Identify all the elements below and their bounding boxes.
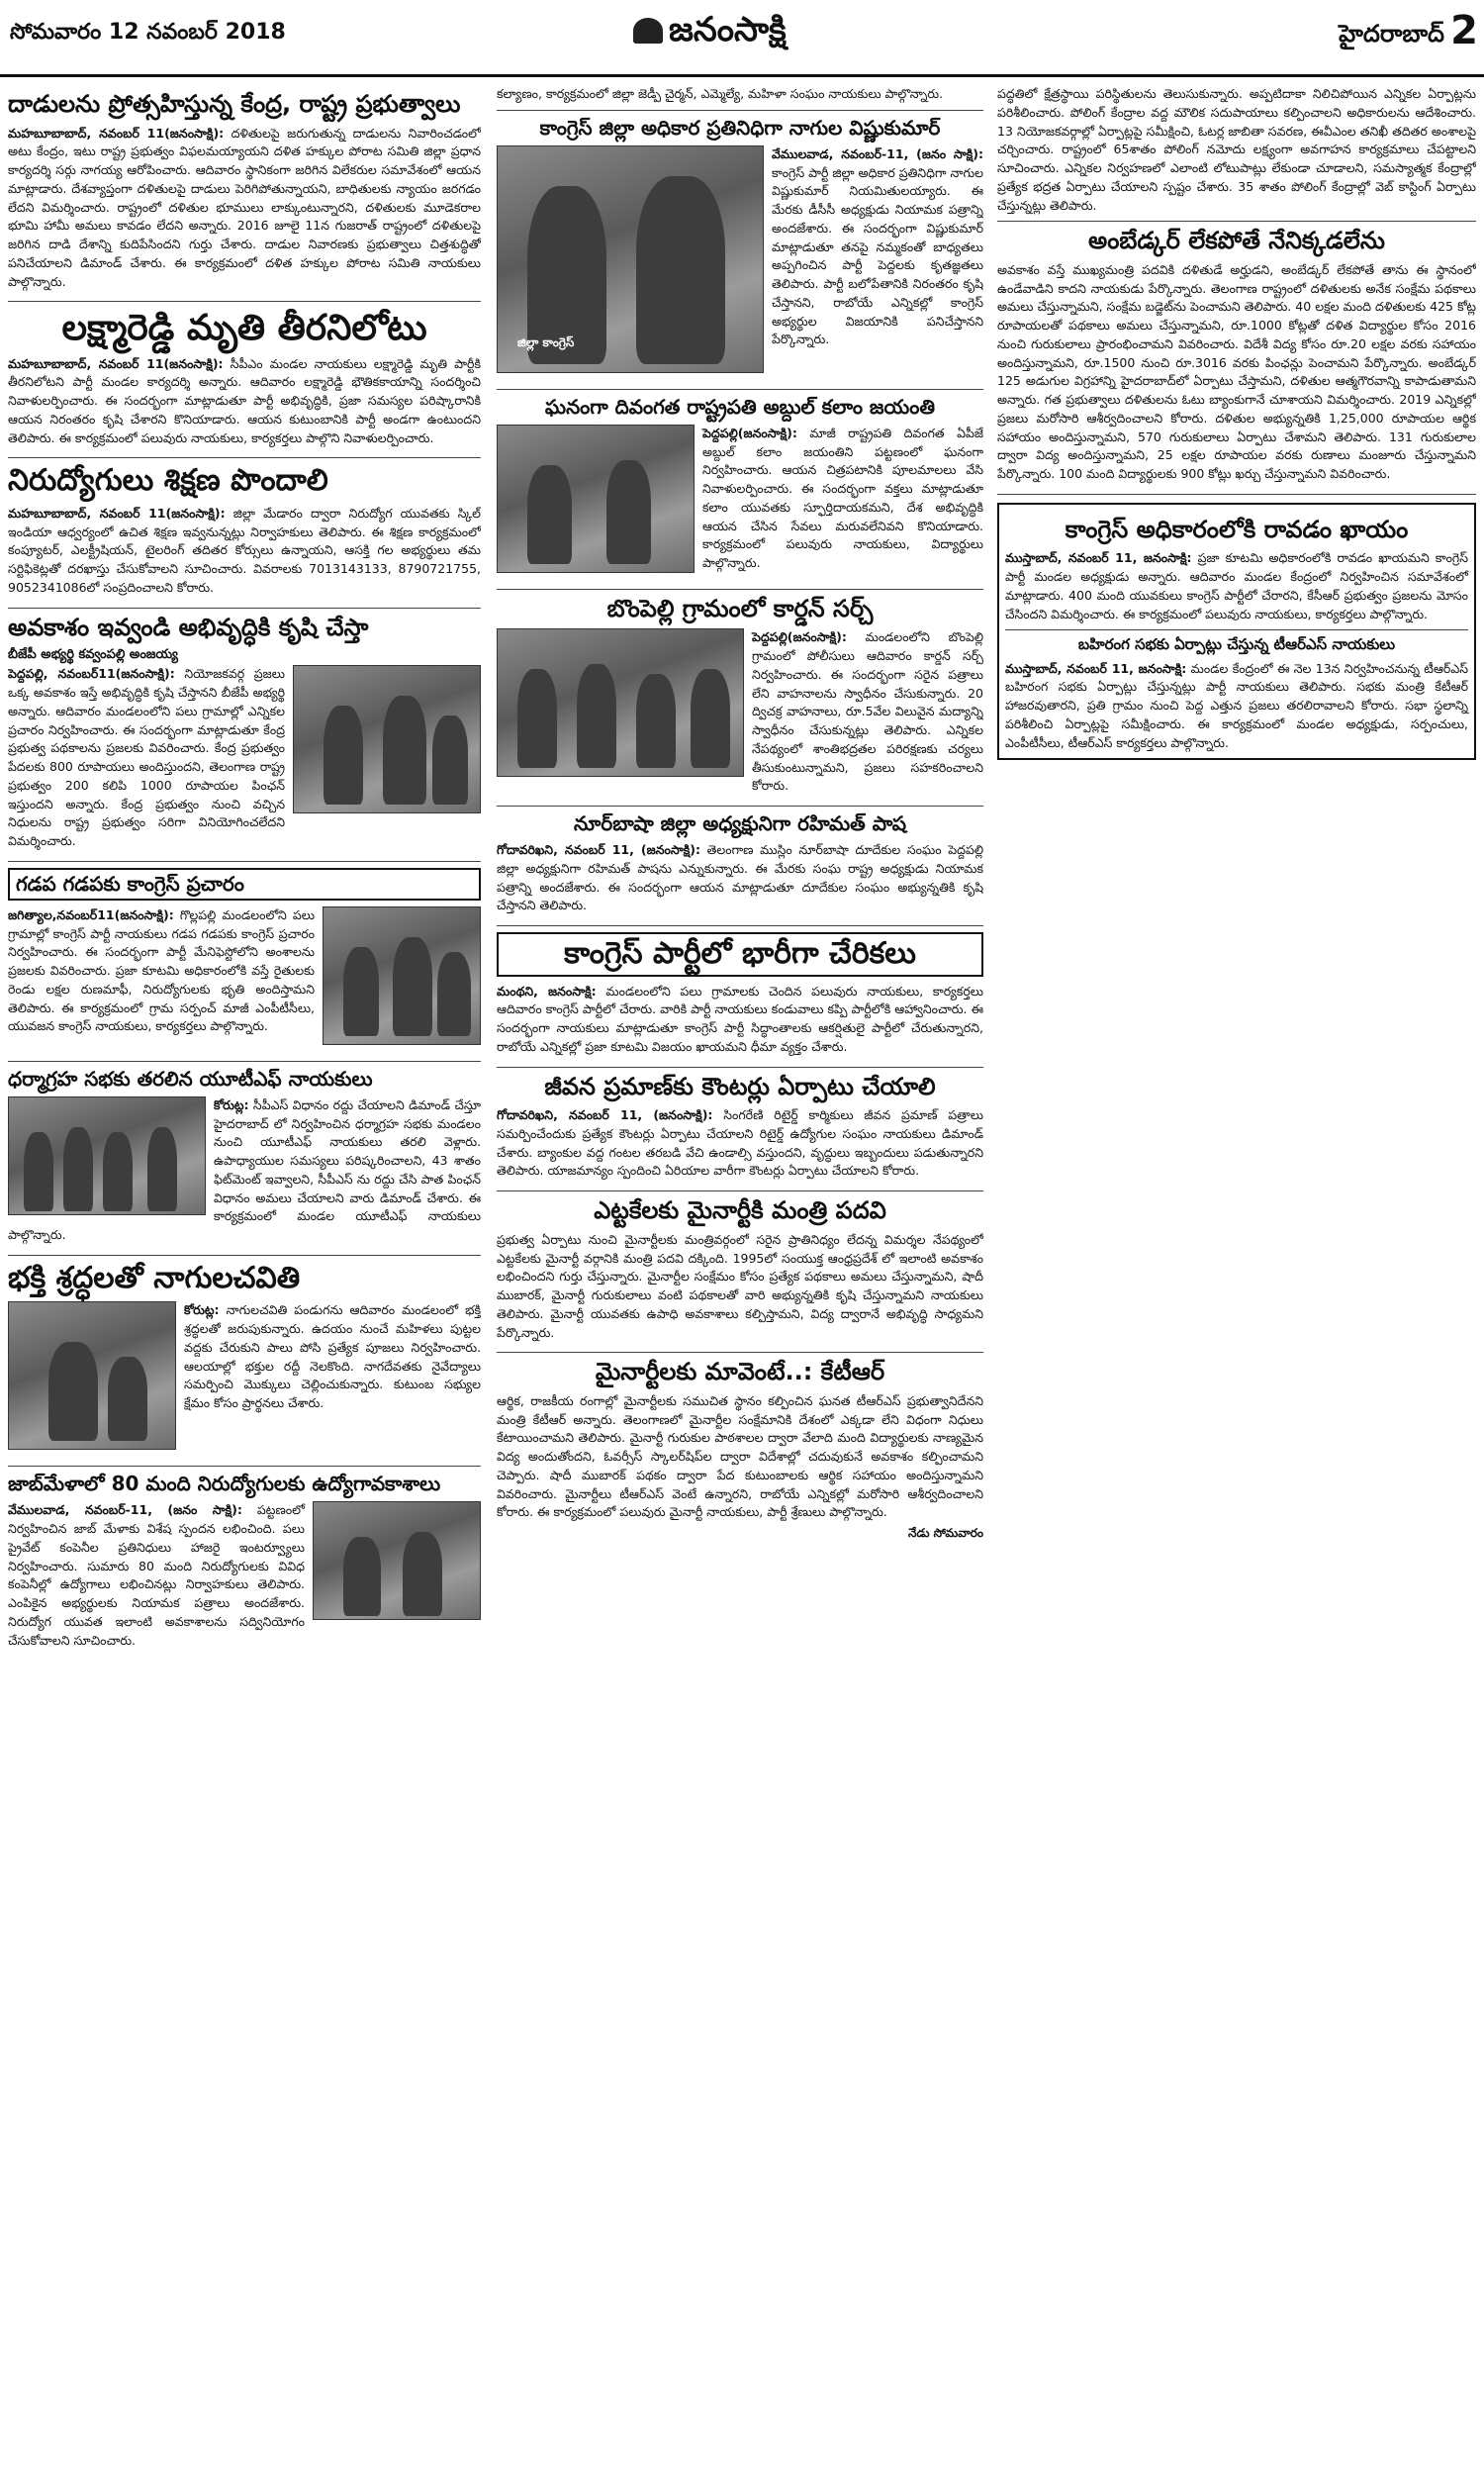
- page-number: 2: [1450, 8, 1478, 53]
- article-body: [8, 505, 481, 598]
- edition-city: హైదరాబాద్: [1339, 20, 1444, 48]
- headline: భక్తి శ్రద్ధలతో నాగులచవితి: [8, 1260, 301, 1295]
- article-text: గొల్లపల్లి మండలంలోని పలు గ్రామాల్లో కాంగ్రెస్ పార్టీ నాయకులు గడప గడపకు కాంగ్రెస్ ప్రచారం నిర్వహించారు. ఈ సందర్భంగా పార్టీ మేనిఫెస్టోలోని అంశాలను ప్రజలకు వివరించారు. ప్రజా కూటమి అధికారంలోకి వస్తే రైతులకు రెండు లక్షల రుణమాఫీ, నిరుద్యోగులకు భృతి అందిస్తామని తెలిపారు. ఈ కార్యక్రమంలో గ్రామ సర్పంచ్ మాజీ ఎంపీటీసీలు, యువజన కాంగ్రెస్ నాయకులు, కార్యకర్తలు పాల్గొన్నారు.: [8, 906, 315, 1034]
- masthead: [0, 0, 1484, 77]
- headline: అంబేడ్కర్ లేకపోతే నేనిక్కడలేను: [1088, 227, 1385, 255]
- story-minority-minister: [497, 1197, 983, 1342]
- headline: ఘనంగా దివంగత రాష్ట్రపతి అబ్దుల్ కలాం జయంతి: [544, 394, 936, 419]
- article-text: ఆర్థిక, రాజకీయ రంగాల్లో మైనార్టీలకు సముచిత స్థానం కల్పించిన ఘనత టీఆర్ఎస్ ప్రభుత్వానిదేనని మంత్రి కేటీఆర్ అన్నారు. తెలంగాణలో మైనార్టీల సంక్షేమానికి దేశంలో ఎక్కడా లేని విధంగా నిధులు కేటాయించామని తెలిపారు. మైనార్టీ గురుకుల పాఠశాలల ద్వారా వేలాది మంది విద్యార్థులకు నాణ్యమైన విద్య అందుతోందని, ఓవర్సీస్ స్కాలర్‌షిప్‌ల ద్వారా విదేశాల్లో చదువుకునే అవకాశం కల్పించామని చెప్పారు. షాదీ ముబారక్ పథకం ద్వారా పేద కుటుంబాలకు ఆర్థిక సహాయం అందిస్తున్నామని వివరించారు. మైనార్టీలు టీఆర్ఎస్ వెంటే ఉన్నారని, రాబోయే ఎన్నికల్లో మరోసారి ఆశీర్వదించాలని కోరారు. ఈ కార్యక్రమంలో పలువురు మైనార్టీ నాయకులు, పార్టీ శ్రేణులు పాల్గొన్నారు.: [497, 1392, 983, 1520]
- article-text: ప్రజా కూటమి అధికారంలోకి రావడం ఖాయమని కాంగ్రెస్ పార్టీ మండల అధ్యక్షుడు అన్నారు. ఆదివారం మండల కేంద్రంలో నిర్వహించిన సమావేశంలో మాట్లాడారు. 400 మంది యువకులు కాంగ్రెస్ పార్టీలో చేరారని, కేసీఆర్ ప్రభుత్వం ప్రజలను మోసం చేసిందని విమర్శించారు. ఈ కార్యక్రమంలో పలువురు నాయకులు, కార్యకర్తలు పాల్గొన్నారు.: [1005, 550, 1468, 621]
- dateline: గోదావరిఖని, నవంబర్ 11, (జనంసాక్షి):: [497, 1107, 713, 1123]
- story-congress-joinings: [497, 932, 983, 1057]
- article-text: ప్రభుత్వ ఏర్పాటు నుంచి మైనార్టీలకు మంత్రివర్గంలో సరైన ప్రాతినిధ్యం లేదన్న విమర్శల నేపథ్యంలో ఎట్టకేలకు మైనార్టీ వర్గానికి మంత్రి పదవి దక్కింది. 1995లో సంయుక్త ఆంధ్రప్రదేశ్ లో ఇలాంటి అవకాశం లభించిందని గుర్తు చేస్తున్నారు. మైనార్టీల సంక్షేమం కోసం ప్రత్యేక పథకాలు అమలు చేస్తున్నామని, షాదీ ముబారక్, మైనార్టీ గురుకులాలు వంటి పథకాలతో వారి అభ్యున్నతికి కృషి చేస్తున్నామని నాయకులు తెలిపారు. మైనార్టీ యువతకు ఉపాధి అవకాశాలు కల్పిస్తామని, విద్య ద్వారానే అభివృద్ధి సాధ్యమని పేర్కొన్నారు.: [497, 1231, 983, 1340]
- dateline: ముస్తాబాద్, నవంబర్ 11, జనంసాక్షి:: [1005, 550, 1192, 566]
- article-text: అవకాశం వస్తే ముఖ్యమంత్రి పదవికి దళితుడే అర్హుడని, అంబేడ్కర్ లేకపోతే తాను ఈ స్థానంలో ఉండేవాడిని కాదని నాయకుడు పేర్కొన్నారు. తెలంగాణ రాష్ట్రంలో దళితులకు అనేక సంక్షేమ పథకాలు అమలు చేస్తున్నామని, సంక్షేమ బడ్జెట్‌ను పెంచామని తెలిపారు. 40 లక్షల మంది దళితులకు 425 కోట్ల రూపాయలతో పథకాలు అమలు చేస్తున్నామని, రూ.1000 కోట్లతో దళిత విద్యార్థుల కోసం 2016 నుంచి గురుకులాలు ప్రారంభించామని వివరించారు. విదేశీ విద్య కోసం రూ.20 లక్షల వరకు సహాయం అందిస్తున్నామని, రూ.1500 నుంచి రూ.3016 వరకు పింఛన్లు పెంచామని పేర్కొన్నారు. అంబేడ్కర్ 125 అడుగుల విగ్రహాన్ని హైదరాబాద్‌లో ఏర్పాటు చేస్తామని, దళితుల ఆత్మగౌరవాన్ని కాపాడుతామని అన్నారు. గత ప్రభుత్వాలు దళితులను ఓటు బ్యాంకుగానే చూశాయని విమర్శించారు. 2019 ఎన్నికల్లో ప్రజలు మరోసారి ఆశీర్వదించాలని కోరారు. దళితుల అభ్యున్నతికి 1,25,000 రూపాయల ఆర్థిక సహాయం అందిస్తున్నామని, 570 గురుకులాలు ఏర్పాటు చేశామని తెలిపారు. 131 గురుకులాల ద్వారా విద్య అందిస్తున్నామని, 25 లక్షల రూపాయల వరకు రుణాలు మంజూరు చేస్తున్నామని పేర్కొన్నారు. 100 మంది విద్యార్థులకు 900 కోట్లు ఖర్చు చేస్తున్నామని వివరించారు.: [997, 261, 1476, 482]
- article-text: జిల్లా మేడారం ద్వారా నిరుద్యోగ యువతకు స్కిల్ ఇండియా ఆధ్వర్యంలో ఉచిత శిక్షణ ఇవ్వనున్నట్లు నిర్వాహకులు తెలిపారు. ఈ శిక్షణ కార్యక్రమంలో కంప్యూటర్, ఎలక్ట్రీషియన్, టైలరింగ్ తదితర కోర్సులు ఉన్నాయని, ఆసక్తి గల అభ్యర్థులు తమ సర్టిఫికెట్లతో దరఖాస్తు చేసుకోవాలని సూచించారు. వివరాలకు 7013143133, 8790721755, 9052341086లో సంప్రదించాలని కోరారు.: [8, 505, 481, 595]
- story-nagula-chavithi: [8, 1262, 481, 1457]
- news-photo: [293, 665, 481, 813]
- newspaper-name: జనంసాక్షి: [669, 10, 787, 49]
- story-training: [8, 464, 481, 597]
- news-photo: [8, 1096, 206, 1215]
- column-right: [997, 85, 1476, 2470]
- story-noorbasha: [497, 812, 983, 915]
- headline: గడప గడపకు కాంగ్రెస్ ప్రచారం: [8, 868, 481, 901]
- article-text: నాగులచవితి పండుగను ఆదివారం మండలంలో భక్తి శ్రద్ధలతో జరుపుకున్నారు. ఉదయం నుంచే మహిళలు పుట్టల వద్దకు చేరుకుని పాలు పోసి ప్రత్యేక పూజలు నిర్వహించారు. ఆలయాల్లో భక్తుల రద్దీ నెలకొంది. నాగదేవతకు నైవేద్యాలు సమర్పించి మొక్కులు చెల్లించుకున్నారు. కుటుంబ సభ్యుల క్షేమం కోసం ప్రార్థనలు చేశారు.: [184, 1302, 481, 1411]
- story-jeevan-pramaan: [497, 1074, 983, 1182]
- kicker: బీజేపీ అభ్యర్థి కవ్వంపల్లి అంజయ్య: [8, 647, 178, 663]
- article-text: మాజీ రాష్ట్రపతి దివంగత ఏపీజే అబ్దుల్ కలాం జయంతిని పట్టణంలో ఘనంగా నిర్వహించారు. ఆయన చిత్రపటానికి పూలమాలలు వేసి నివాళులర్పించారు. ఈ సందర్భంగా వక్తలు మాట్లాడుతూ కలాం యువతకు స్ఫూర్తిదాయకమని, దేశ అభివృద్ధికి ఆయన చేసిన సేవలు మరువలేనివని కొనియాడారు. కార్యక్రమంలో పలువురు నాయకులు, విద్యార్థులు పాల్గొన్నారు.: [702, 425, 983, 570]
- story-utf: [8, 1068, 481, 1245]
- news-photo: [313, 1501, 481, 1620]
- photo-caption: జిల్లా కాంగ్రెస్: [517, 334, 575, 349]
- article-text: మండలంలోని బొంపెల్లి గ్రామంలో పోలీసులు ఆదివారం కార్డన్ సర్చ్ నిర్వహించారు. ఈ సందర్భంగా సరైన పత్రాలు లేని వాహనాలను స్వాధీనం చేసుకున్నారు. 20 ద్విచక్ర వాహనాలు, రూ.5వేల విలువైన మద్యాన్ని స్వాధీనం చేసుకున్నట్లు తెలిపారు. ఎన్నికల నేపథ్యంలో శాంతిభద్రతల పరిరక్షణకు చర్యలు తీసుకుంటున్నామని, ప్రజలు సహకరించాలని కోరారు.: [752, 629, 983, 794]
- article-text: సీపీఎం మండల నాయకులు లక్ష్మారెడ్డి మృతి పార్టీకి తీరనిలోటని పార్టీ మండల కార్యదర్శి అన్నారు. ఆదివారం లక్ష్మారెడ్డి భౌతికకాయాన్ని సందర్శించి నివాళులర్పించారు. ఈ సందర్భంగా మాట్లాడుతూ పార్టీ అభివృద్ధికి, ప్రజా సమస్యల పరిష్కారానికి ఆయన నిరంతరం కృషి చేశారని కొనియాడారు. ఆయన కుటుంబానికి పార్టీ అండగా ఉంటుందని తెలిపారు. ఈ కార్యక్రమంలో పలువురు నాయకులు, కార్యకర్తలు పాల్గొని నివాళులర్పించారు.: [8, 355, 481, 445]
- continued-text: పద్ధతిలో క్షేత్రస్థాయి పరిస్థితులను తెలుసుకున్నారు. అప్పటిదాకా నిలిచిపోయిన ఎన్నికల ఏర్పాట్లను పరిశీలించారు. పోలింగ్ కేంద్రాల వద్ద మౌలిక సదుపాయాలు కల్పించాలని అధికారులను ఆదేశించారు. 13 నియోజకవర్గాల్లో ఏర్పాట్లపై సమీక్షించి, ఓటర్ల జాబితా సవరణ, ఈవీఎంల తనిఖీ తదితర అంశాలపై చర్చించారు. రాష్ట్రంలో 65శాతం పోలింగ్ నమోదు లక్ష్యంగా అవగాహన కార్యక్రమాలు చేపట్టాలని సూచించారు. ఎన్నికల నిర్వహణలో ఎలాంటి లోటుపాట్లు లేకుండా చూడాలని, సమస్యాత్మక కేంద్రాల్లో ప్రత్యేక భద్రత ఏర్పాటు చేయాలని స్పష్టం చేశారు. 35 శాతం పోలింగ్ కేంద్రాల్లో వెబ్ కాస్టింగ్ ఏర్పాటు చేస్తున్నట్లు తెలిపారు.: [997, 86, 1476, 213]
- issue-date: సోమవారం 12 నవంబర్ 2018: [10, 20, 286, 45]
- headline: కాంగ్రెస్ అధికారంలోకి రావడం ఖాయం: [1065, 515, 1409, 543]
- dateline: మహబూబాబాద్, నవంబర్ 11(జనంసాక్షి):: [8, 125, 225, 141]
- article-text: సీపీఎస్ విధానం రద్దు చేయాలని డిమాండ్ చేస్తూ హైదరాబాద్ లో నిర్వహించిన ధర్మాగ్రహ సభకు మండలం నుంచి యూటీఎఫ్ నాయకులు తరలి వెళ్లారు. ఉపాధ్యాయుల సమస్యలు పరిష్కరించాలని, 43 శాతం ఫిట్‌మెంట్ ఇవ్వాలని, సీపీఎస్ ను రద్దు చేసి పాత పింఛన్ విధానం అమలు చేయాలని వారు డిమాండ్ చేశారు. ఈ కార్యక్రమంలో మండల యూటీఎఫ్ నాయకులు పాల్గొన్నారు.: [8, 1096, 481, 1243]
- article-body: [1005, 660, 1468, 753]
- newspaper-logo: [633, 10, 787, 57]
- article-body: [497, 1106, 983, 1181]
- dateline: కోరుట్ల:: [184, 1302, 220, 1318]
- story-lakshmareddy: [8, 308, 481, 447]
- headline: ఎట్టకేలకు మైనార్టీకి మంత్రి పదవి: [594, 1196, 886, 1225]
- article-text: సింగరేణి రిటైర్డ్ కార్మికులు జీవన ప్రమాణ్ పత్రాలు సమర్పించేందుకు ప్రత్యేక కౌంటర్లు ఏర్పాటు చేయాలని రిటైర్డ్ ఉద్యోగుల సంఘం నాయకులు డిమాండ్ చేశారు. బ్యాంకుల వద్ద గంటల తరబడి వేచి ఉండాల్సి వస్తుందని, వృద్ధులు ఇబ్బందులు పడుతున్నారని తెలిపారు. యాజమాన్యం స్పందించి ఏరియాల వారీగా కౌంటర్లు ఏర్పాటు చేయాలని కోరారు.: [497, 1107, 983, 1179]
- news-photo: [323, 906, 481, 1045]
- dateline: మంథని, జనంసాక్షి:: [497, 983, 597, 999]
- headline: దాడులను ప్రోత్సహిస్తున్న కేంద్ర, రాష్ట్ర ప్రభుత్వాలు: [8, 90, 461, 118]
- headline: నూర్‌బాషా జిల్లా అధ్యక్షునిగా రహిమత్ పాష: [574, 811, 906, 836]
- headline: నిరుద్యోగులు శిక్షణ పొందాలి: [8, 463, 328, 499]
- story-cordon-search: [497, 596, 983, 796]
- headline: మైనార్టీలకు మావెంటే..: కేటీఆర్: [595, 1358, 885, 1386]
- story-door-to-door: [8, 868, 481, 1051]
- byline: నేడు సోమవారం: [908, 1526, 983, 1541]
- headline: బొంపెల్లి గ్రామంలో కార్డన్ సర్చ్: [606, 594, 874, 622]
- article-body: [497, 841, 983, 915]
- story-congress-power: [997, 503, 1476, 761]
- story-bjp-candidate: [8, 615, 481, 851]
- column-left: [8, 85, 481, 2470]
- story-kalam-jayanti: [497, 396, 983, 579]
- dateline: పెద్దపల్లి, నవంబర్11(జనంసాక్షి):: [8, 666, 175, 682]
- logo-emblem-icon: [633, 18, 663, 44]
- article-body: [8, 355, 481, 448]
- story-attacks: [8, 91, 481, 291]
- dateline: ముస్తాబాద్, నవంబర్ 11, జనంసాక్షి:: [1005, 660, 1187, 676]
- news-photo: [497, 145, 764, 373]
- article-body: [497, 983, 983, 1057]
- headline: ధర్మాగ్రహ సభకు తరలిన యూటీఎఫ్ నాయకులు: [8, 1066, 373, 1091]
- headline: లక్ష్మారెడ్డి మృతి తీరనిలోటు: [61, 308, 427, 349]
- article-body: [1005, 549, 1468, 623]
- dateline: గోదావరిఖని, నవంబర్ 11, (జనంసాక్షి):: [497, 842, 700, 858]
- news-photo: [497, 628, 744, 777]
- article-text: మండలంలోని పలు గ్రామాలకు చెందిన పలువురు నాయకులు, కార్యకర్తలు ఆదివారం కాంగ్రెస్ పార్టీలో చేరారు. వారికి పార్టీ నాయకులు కండువాలు కప్పి పార్టీలోకి ఆహ్వానించారు. ఈ సందర్భంగా నాయకులు మాట్లాడుతూ కాంగ్రెస్ పార్టీ సిద్ధాంతాలకు ఆకర్షితులై పార్టీలో చేరుతున్నారని, రాబోయే ఎన్నికల్లో ప్రజా కూటమి విజయం ఖాయమని ధీమా వ్యక్తం చేశారు.: [497, 983, 983, 1054]
- article-text: కాంగ్రెస్ పార్టీ జిల్లా అధికార ప్రతినిధిగా నాగుల విష్ణుకుమార్ నియమితులయ్యారు. ఈ మేరకు డీసీసీ అధ్యక్షుడు నియామక పత్రాన్ని అందజేశారు. ఈ సందర్భంగా విష్ణుకుమార్ మాట్లాడుతూ తనపై నమ్మకంతో బాధ్యతలు అప్పగించిన పార్టీ పెద్దలకు కృతజ్ఞతలు తెలిపారు. పార్టీ బలోపేతానికి నిరంతరం కృషి చేస్తానని, రాబోయే ఎన్నికల్లో కాంగ్రెస్ అభ్యర్థుల విజయానికి పనిచేస్తానని పేర్కొన్నారు.: [772, 164, 983, 347]
- story-job-mela: [8, 1473, 481, 1650]
- headline: అవకాశం ఇవ్వండి అభివృద్ధికి కృషి చేస్తా: [8, 613, 369, 641]
- headline: కాంగ్రెస్ పార్టీలో భారీగా చేరికలు: [497, 932, 983, 977]
- dateline: పెద్దపల్లి(జనంసాక్షి):: [702, 425, 797, 440]
- article-text: మండల కేంద్రంలో ఈ నెల 13న నిర్వహించనున్న టీఆర్ఎస్ బహిరంగ సభకు ఏర్పాట్లు చేస్తున్నట్లు పార్టీ నాయకులు తెలిపారు. సభకు మంత్రి కేటీఆర్ హాజరవుతారని, ప్రతి గ్రామం నుంచి పెద్ద ఎత్తున ప్రజలు తరలిరావాలని కోరారు. సభా స్థలాన్ని పరిశీలించి ఏర్పాట్లపై సమీక్షించారు. ఈ కార్యక్రమంలో మండల అధ్యక్షుడు, సర్పంచులు, ఎంపీటీసీలు, టీఆర్ఎస్ కార్యకర్తలు పాల్గొన్నారు.: [1005, 660, 1468, 750]
- story-ktr-minorities: [497, 1359, 983, 1543]
- dateline: వేములవాడ, నవంబర్-11, (జనం సాక్షి):: [8, 1502, 242, 1518]
- column-middle: [497, 85, 983, 2470]
- article-body: [8, 125, 481, 292]
- news-photo: [8, 1301, 176, 1450]
- article-text: దళితులపై జరుగుతున్న దాడులను నివారించడంలో అటు కేంద్రం, ఇటు రాష్ట్ర ప్రభుత్వం విఫలమయ్యాయని దళిత హక్కుల పోరాట సమితి జిల్లా ప్రధాన కార్యదర్శి సర్గు నాగయ్య ఆరోపించారు. ఆదివారం స్థానికంగా జరిగిన విలేకరుల సమావేశంలో ఆయన మాట్లాడారు. దేశవ్యాప్తంగా దళితులపై దాడులు పెరిగిపోతున్నాయని, బాధితులకు న్యాయం జరగడం లేదని విమర్శించారు. రాష్ట్రంలో దళితుల భూములు లాక్కుంటున్నారని, దళితులకు మూడెకరాల భూమి హామీ అమలు కావడం లేదని అన్నారు. 2016 జూలై 11న గుజరాత్ రాష్ట్రంలో దళితులపై జరిగిన దాడి దేశాన్ని కుదిపేసిందని గుర్తు చేశారు. దాడుల నివారణకు ప్రభుత్వాలు చిత్తశుద్ధితో పనిచేయాలని డిమాండ్ చేశారు. ఈ కార్యక్రమంలో దళిత హక్కుల పోరాట సమితి నాయకులు పాల్గొన్నారు.: [8, 125, 481, 289]
- story-congress-spokesperson: [497, 117, 983, 379]
- dateline: వేములవాడ, నవంబర్-11, (జనం సాక్షి):: [772, 145, 983, 161]
- dateline: జగిత్యాల,నవంబర్11(జనంసాక్షి):: [8, 906, 174, 922]
- dateline: మహబూబాబాద్, నవంబర్ 11(జనంసాక్షి):: [8, 505, 226, 521]
- dateline: కోరుట్ల:: [214, 1096, 249, 1112]
- dateline: పెద్దపల్లి(జనంసాక్షి):: [752, 629, 847, 645]
- article-text: పట్టణంలో నిర్వహించిన జాబ్ మేళాకు విశేష స్పందన లభించింది. పలు ప్రైవేట్ కంపెనీల ప్రతినిధులు హాజరై ఇంటర్వ్యూలు నిర్వహించారు. సుమారు 80 మంది నిరుద్యోగులకు వివిధ కంపెనీల్లో ఉద్యోగాలు లభించినట్లు నిర్వాహకులు తెలిపారు. ఎంపికైన అభ్యర్థులకు నియామక పత్రాలు అందజేశారు. నిరుద్యోగ యువత ఇలాంటి అవకాశాలను సద్వినియోగం చేసుకోవాలని సూచించారు.: [8, 1502, 305, 1648]
- dateline: మహబూబాబాద్, నవంబర్ 11(జనంసాక్షి):: [8, 355, 224, 371]
- continued-text: కల్యాణం, కార్యక్రమంలో జిల్లా జెడ్పీ చైర్మన్, ఎమ్మెల్యే, మహిళా సంఘం నాయకులు పాల్గొన్నారు.: [497, 86, 944, 101]
- article-text: నియోజకవర్గ ప్రజలు ఒక్క అవకాశం ఇస్తే అభివృద్ధికి కృషి చేస్తానని బీజేపీ అభ్యర్థి అన్నారు. ఆదివారం మండలంలోని పలు గ్రామాల్లో ఎన్నికల ప్రచారం నిర్వహించారు. ఈ సందర్భంగా మాట్లాడుతూ కేంద్ర ప్రభుత్వ పథకాలను ప్రజలకు వివరించారు. కేంద్ర ప్రభుత్వం పేదలకు 800 రూపాయలు అందిస్తుందని, తెలంగాణ రాష్ట్ర ప్రభుత్వం 200 కలిపి 1000 రూపాయల పింఛన్ ఇస్తుందని అన్నారు. కేంద్ర ప్రభుత్వం నుంచి వచ్చిన నిధులను రాష్ట్ర ప్రభుత్వం సరిగా వినియోగించలేదని విమర్శించారు.: [8, 666, 285, 849]
- headline: బహిరంగ సభకు ఏర్పాట్లు చేస్తున్న టీఆర్ఎస్ నాయకులు: [1077, 635, 1396, 654]
- story-ambedkar: [997, 228, 1476, 484]
- headline: జాబ్‌మేళాలో 80 మంది నిరుద్యోగులకు ఉద్యోగావకాశాలు: [8, 1472, 441, 1496]
- article-text: తెలంగాణ ముస్లిం నూర్‌బాషా దూదేకుల సంఘం పెద్దపల్లి జిల్లా అధ్యక్షునిగా రహిమత్ పాషను ఎన్నుకున్నారు. ఈ మేరకు సంఘ రాష్ట్ర అధ్యక్షుడు నియామక పత్రాన్ని అందజేశారు. ఈ సందర్భంగా ఆయన మాట్లాడుతూ దూదేకుల సంఘం అభ్యున్నతికి కృషి చేస్తానని తెలిపారు.: [497, 842, 983, 913]
- headline: కాంగ్రెస్ జిల్లా అధికార ప్రతినిధిగా నాగుల విష్ణుకుమార్: [539, 115, 941, 140]
- news-photo: [497, 425, 695, 573]
- headline: జీవన ప్రమాణ్‌కు కౌంటర్లు ఏర్పాటు చేయాలి: [544, 1072, 936, 1100]
